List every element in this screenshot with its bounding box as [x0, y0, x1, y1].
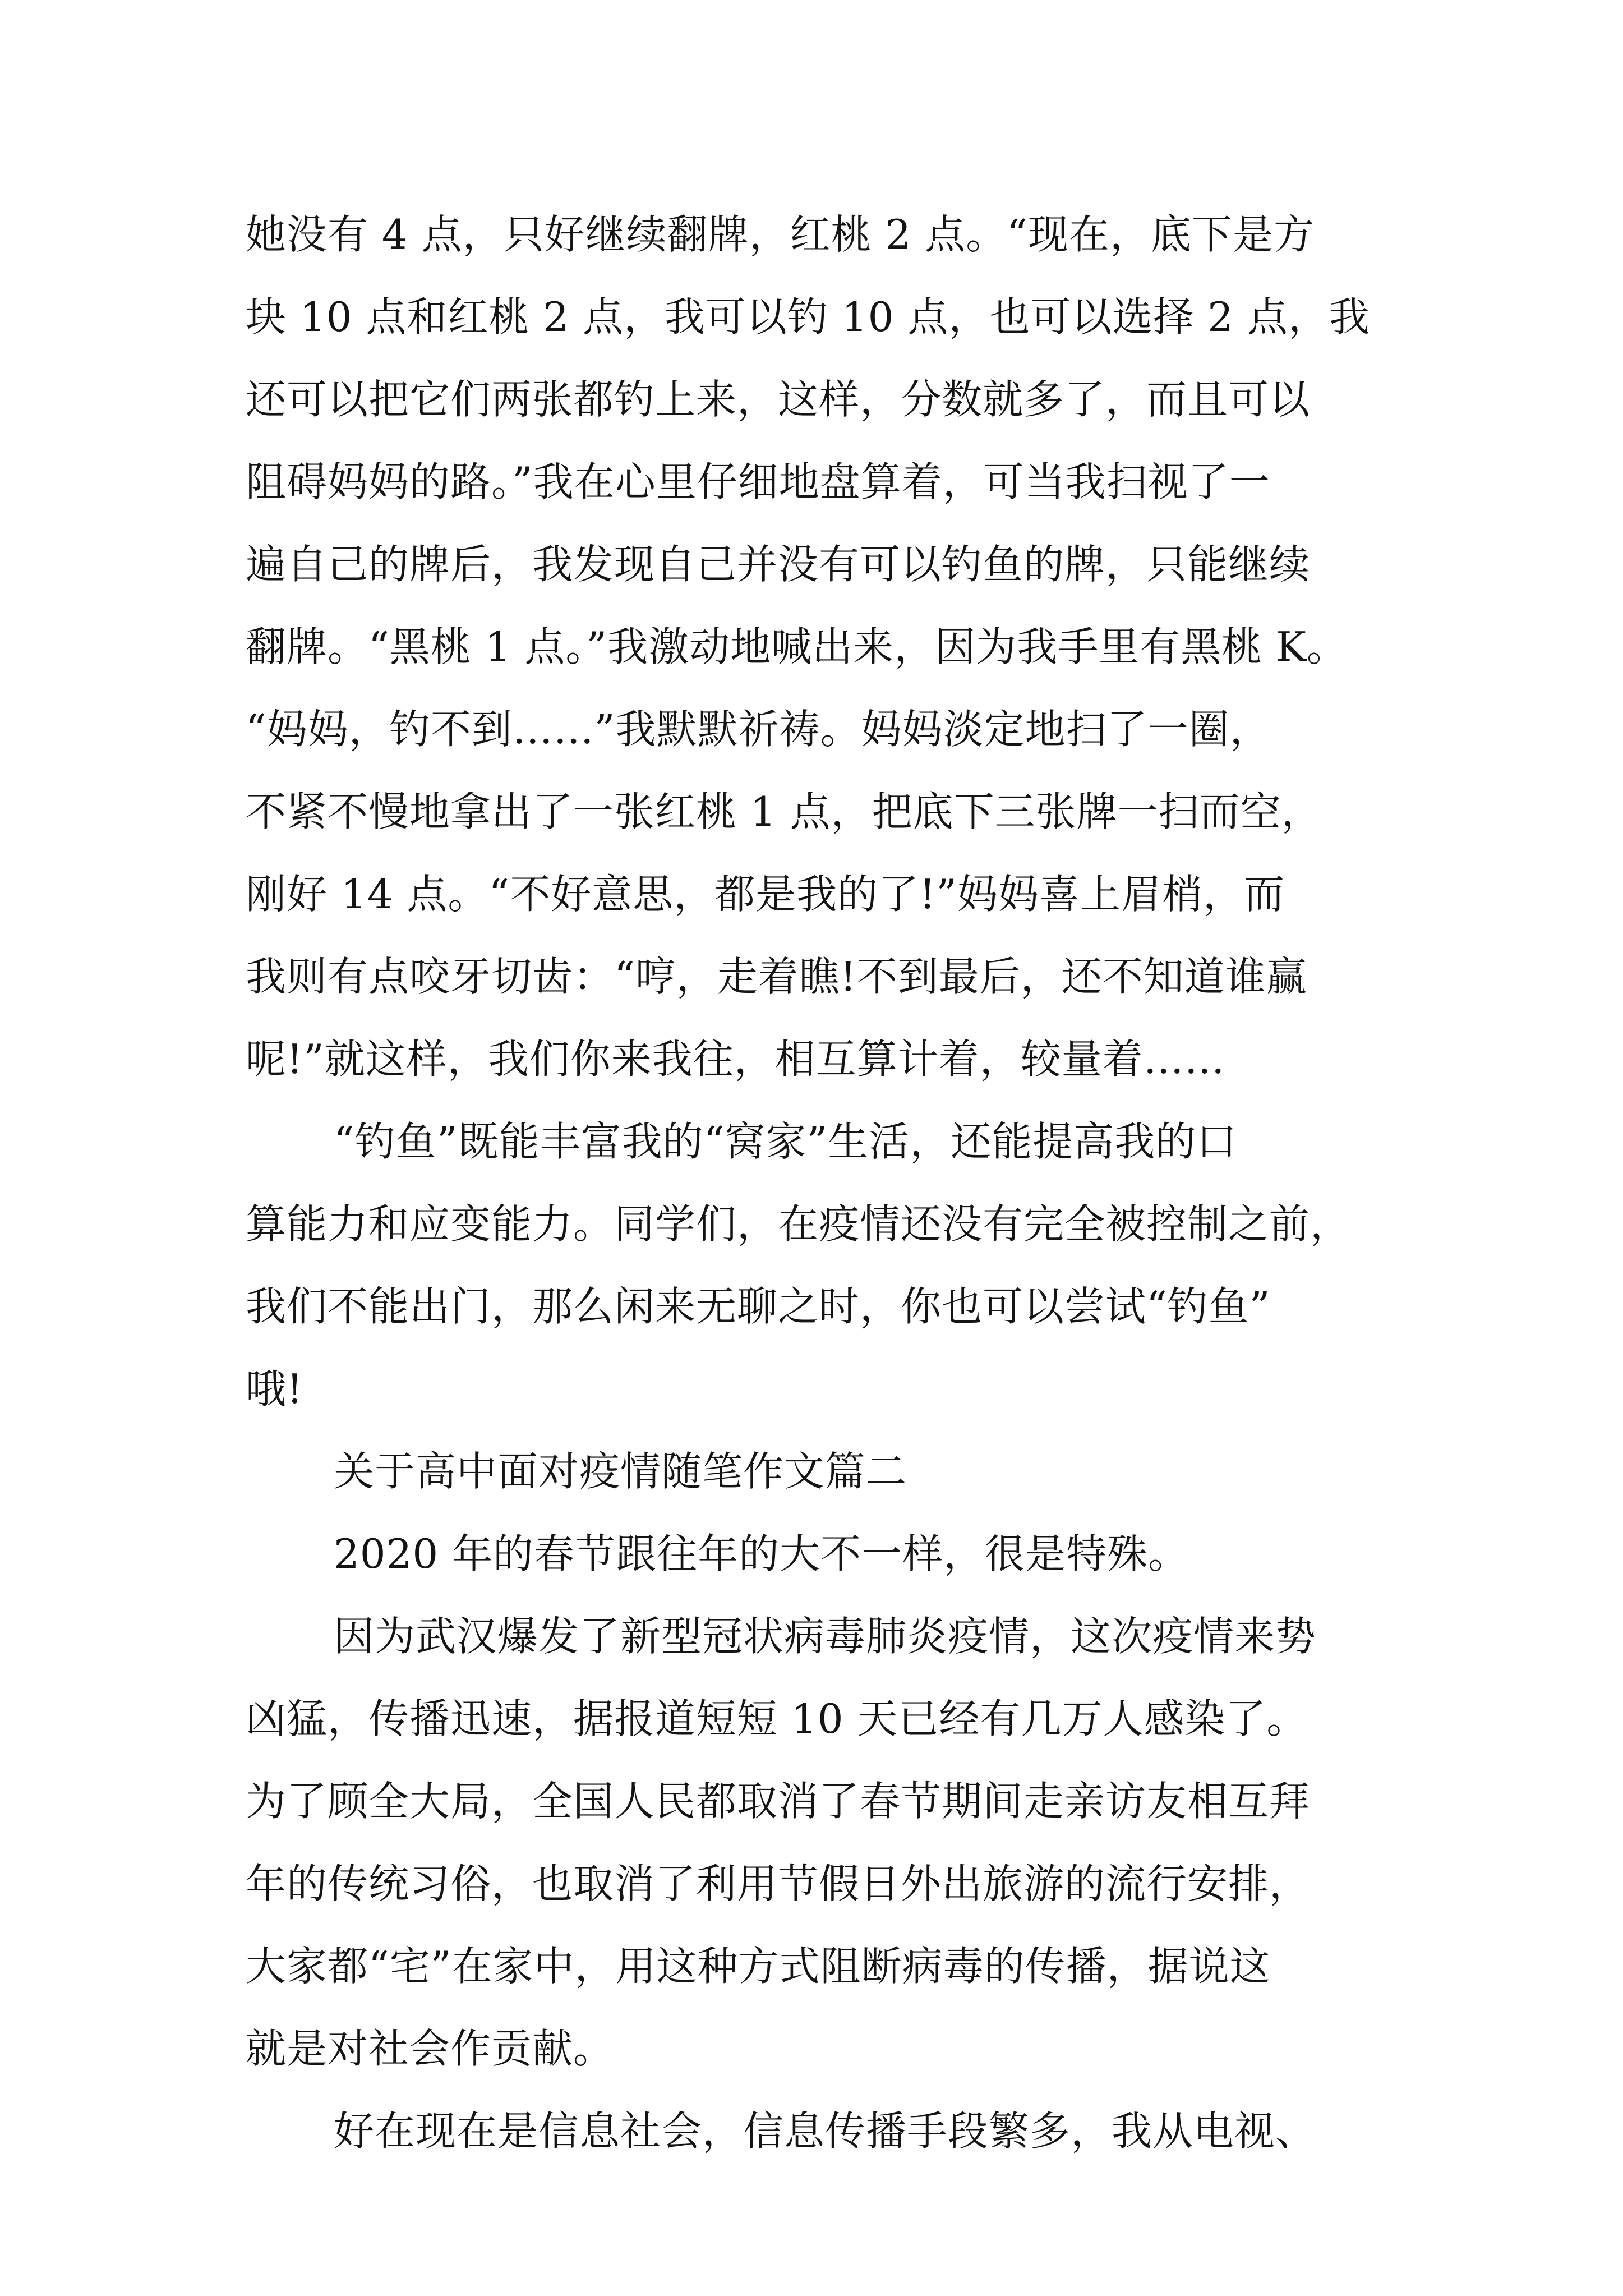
text-line: 算能力和应变能力。同学们，在疫情还没有完全被控制之前， [246, 1200, 1352, 1248]
text-line: 翻牌。“黑桃 1 点。”我激动地喊出来，因为我手里有黑桃 K。 [246, 623, 1348, 670]
text-line: 我们不能出门，那么闲来无聊之时，你也可以尝试“钓鱼” [246, 1283, 1271, 1330]
text-line: 就是对社会作贡献。 [246, 2025, 615, 2072]
text-line: 因为武汉爆发了新型冠状病毒肺炎疫情，这次疫情来势 [334, 1613, 1317, 1660]
text-line: 哦! [246, 1365, 303, 1412]
text-line: 我则有点咬牙切齿：“哼，走着瞧!不到最后，还不知道谁赢 [246, 953, 1307, 1000]
text-line: 为了顾全大局，全国人民都取消了春节期间走亲访友相互拜 [246, 1778, 1311, 1825]
text-line: 阻碍妈妈的路。”我在心里仔细地盘算着，可当我扫视了一 [246, 458, 1270, 505]
text-line: 刚好 14 点。“不好意思，都是我的了!”妈妈喜上眉梢，而 [246, 871, 1285, 918]
text-line: 2020 年的春节跟往年的大不一样，很是特殊。 [334, 1530, 1189, 1577]
text-line: 呢!”就这样，我们你来我往，相互算计着，较量着…… [246, 1036, 1225, 1083]
text-line: “妈妈，钓不到……”我默默祈祷。妈妈淡定地扫了一圈， [246, 706, 1271, 753]
text-line: 不紧不慢地拿出了一张红桃 1 点，把底下三张牌一扫而空， [246, 788, 1322, 835]
text-line: 好在现在是信息社会，信息传播手段繁多，我从电视、 [334, 2108, 1317, 2155]
text-line: 凶猛，传播迅速，据报道短短 10 天已经有几万人感染了。 [246, 1695, 1308, 1742]
text-line: 还可以把它们两张都钓上来，这样，分数就多了，而且可以 [246, 376, 1311, 423]
text-line: “钓鱼”既能丰富我的“窝家”生活，还能提高我的口 [334, 1118, 1238, 1165]
text-line: 年的传统习俗，也取消了利用节假日外出旅游的流行安排， [246, 1860, 1311, 1907]
text-line: 她没有 4 点，只好继续翻牌，红桃 2 点。“现在，底下是方 [246, 211, 1315, 258]
text-line: 块 10 点和红桃 2 点，我可以钓 10 点，也可以选择 2 点，我 [246, 293, 1370, 341]
text-line: 大家都“宅”在家中，用这种方式阻断病毒的传播，据说这 [246, 1943, 1271, 1990]
section-heading: 关于高中面对疫情随笔作文篇二 [334, 1448, 907, 1495]
text-line: 遍自己的牌后，我发现自己并没有可以钓鱼的牌，只能继续 [246, 541, 1311, 588]
